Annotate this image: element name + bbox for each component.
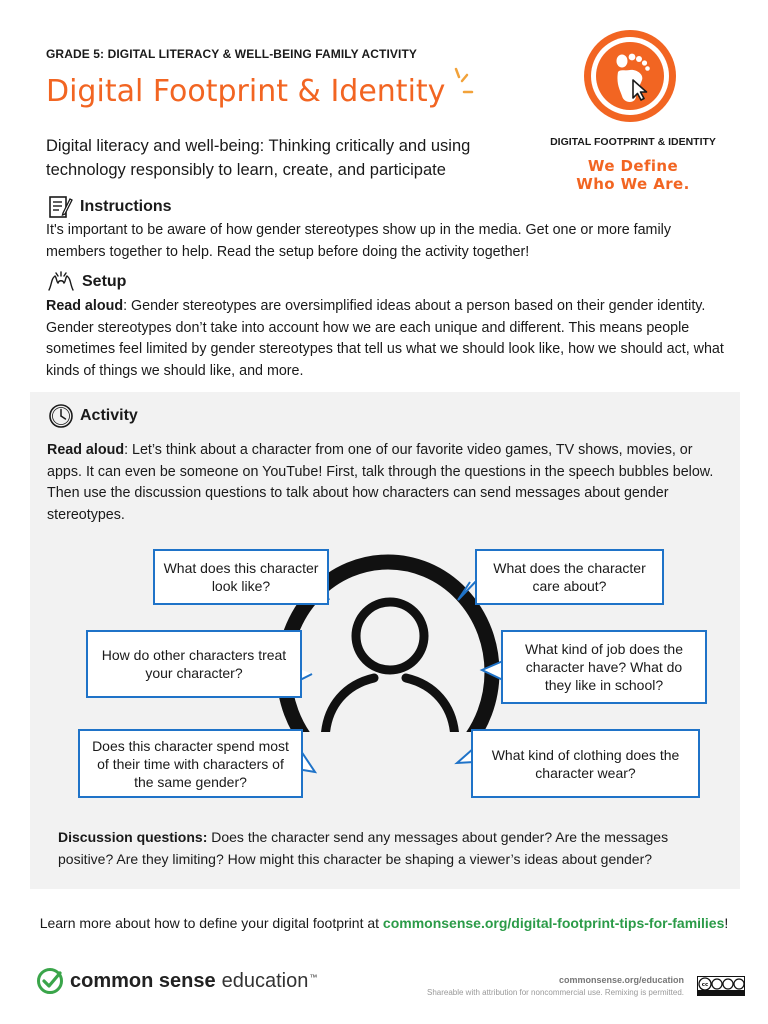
instructions-text: It's important to be aware of how gender stereotypes show up in the media. Get one or more family members together to help. Read the setup before doing the activity together! [46,222,671,260]
footprint-icon [596,42,664,110]
checklist-icon [46,195,74,219]
setup-heading [46,270,126,294]
setup-body: : Gender stereotypes are oversimplified ideas about a person based on their gender identity. Gender stereotypes don’t take into account how we are each unique and different. This means people sometimes feel limited by gender stereotypes that tell us what we should look like, how we should act, what kinds of things we should like, and more. [46,298,724,379]
page-subtitle: Digital literacy and well-being: Thinking critically and using technology responsibly to learn, create, and participate [46,137,471,179]
learn-more-link[interactable]: commonsense.org/digital-footprint-tips-for-families [382,915,725,931]
bubble-look-like: What does this character look like? [153,549,329,605]
activity-panel [30,392,740,889]
activity-heading-text: Activity [80,407,138,424]
bubble-same-gender: Does this character spend most of their time with characters of the same gender? [78,729,303,798]
grade-label: GRADE 5: DIGITAL LITERACY & WELL-BEING FAMILY ACTIVITY [46,47,417,61]
footprint-logo [584,30,676,122]
discussion-text: Does the character send any messages about gender? Are the messages positive? Are they limiting? How might this character be shaping a viewer’s ideas about gender? [58,829,669,867]
activity-read-aloud: Read aloud [47,442,125,458]
brand-trademark: ™ [309,973,318,982]
instructions-heading [46,195,172,219]
bubble-job-school: What kind of job does the character have? What do they like in school? [501,630,707,704]
logo-caption: DIGITAL FOOTPRINT & IDENTITY [550,136,716,148]
setup-read-aloud: Read aloud [46,298,124,314]
bubble-treat-character: How do other characters treat your character? [86,630,302,698]
footer-url[interactable]: commonsense.org/education [558,975,684,985]
learn-more-suffix: ! [724,915,729,931]
logo-tagline-1: We Define [587,157,679,175]
learn-more-line [0,915,768,931]
logo-tagline [548,157,718,193]
bubble-clothing: What kind of clothing does the character wear? [471,729,700,798]
brand-name: common sense [70,969,216,992]
creative-commons-icon [697,976,745,996]
checkmark-circle-icon [36,967,64,995]
setup-text [46,296,726,382]
setup-heading-text: Setup [82,273,127,290]
cc-mark: cc [701,982,709,988]
learn-more-prefix: Learn more about how to define your digital footprint at [39,915,383,931]
footer-license: Shareable with attribution for noncommercial use. Remixing is permitted. [426,988,684,997]
hands-icon [46,270,76,294]
logo-tagline-2: Who We Are. [576,175,690,193]
sparkle-icon [450,66,476,102]
instructions-heading-text: Instructions [80,198,172,215]
common-sense-logo [36,967,317,995]
page-title: Digital Footprint & Identity [46,74,446,109]
activity-body: : Let’s think about a character from one of our favorite video games, TV shows, movies, or apps. It can even be someone on YouTube! First, talk through the questions in the speech bubbles below. Then use the discussion questions to talk about how characters can send messages about gender stereotypes. [47,442,714,523]
brand-education: education [221,969,309,992]
discussion-lead: Discussion questions: [58,829,208,845]
discussion-questions [58,827,713,870]
bubble-care-about: What does the character care about? [475,549,664,605]
